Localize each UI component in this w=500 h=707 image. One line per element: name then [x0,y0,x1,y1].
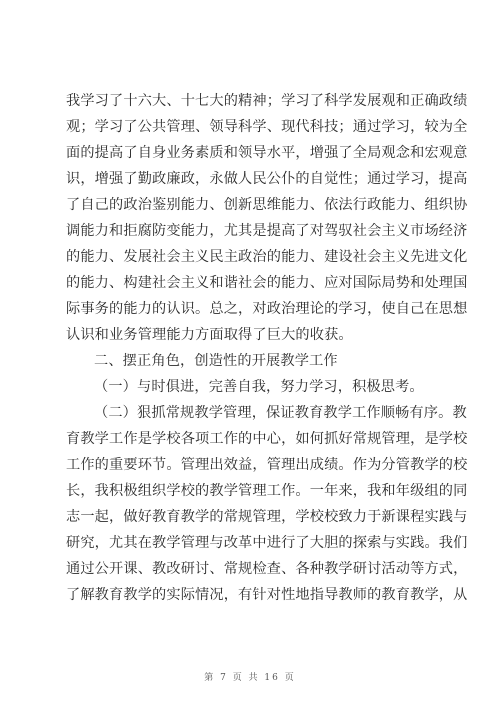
paragraph-line: 了解教育教学的实际情况，有针对性地指导教师的教育教学，从 [66,587,468,603]
paragraph-line: 观；学习了公共管理、领导科学、现代科技；通过学习，较为全 [66,119,468,135]
paragraph-line: （二）狠抓常规教学管理，保证教育教学工作顺畅有序。教 [94,405,467,421]
paragraph-line: 面的提高了自身业务素质和领导水平，增强了全局观念和宏观意 [66,145,468,161]
paragraph-line: 长，我积极组织学校的教学管理工作。一年来，我和年级组的同 [66,483,468,499]
paragraph-line: 志一起，做好教育教学的常规管理，学校校致力于新课程实践与 [66,509,468,525]
paragraph-line: 了自己的政治鉴别能力、创新思维能力、依法行政能力、组织协 [66,197,468,213]
subsection-heading: （一）与时俱进，完善自我，努力学习，积极思考。 [94,379,424,395]
paragraph-line: 调能力和拒腐防变能力，尤其是提高了对驾驭社会主义市场经济 [66,223,468,239]
paragraph-line: 识，增强了勤政廉政，永做人民公仆的自觉性；通过学习，提高 [66,171,468,187]
paragraph-line: 研究，尤其在教学管理与改革中进行了大胆的探索与实践。我们 [66,535,468,551]
paragraph-line: 通过公开课、教改研讨、常规检查、各种教学研讨活动等方式， [66,561,468,577]
paragraph-line: 际事务的能力的认识。总之，对政治理论的学习，使自己在思想 [66,301,468,317]
paragraph-line: 的能力、构建社会主义和谐社会的能力、应对国际局势和处理国 [66,275,468,291]
paragraph-line: 认识和业务管理能力方面取得了巨大的收获。 [66,327,353,343]
paragraph-line: 我学习了十六大、十七大的精神；学习了科学发展观和正确政绩 [66,93,468,109]
page-number-footer: 第 7 页 共 16 页 [204,673,296,683]
section-heading: 二、摆正角色，创造性的开展教学工作 [94,353,338,369]
paragraph-line: 工作的重要环节。管理出效益，管理出成绩。作为分管教学的校 [66,457,468,473]
paragraph-line: 的能力、发展社会主义民主政治的能力、建设社会主义先进文化 [66,249,468,265]
paragraph-line: 育教学工作是学校各项工作的中心，如何抓好常规管理，是学校 [66,431,468,447]
